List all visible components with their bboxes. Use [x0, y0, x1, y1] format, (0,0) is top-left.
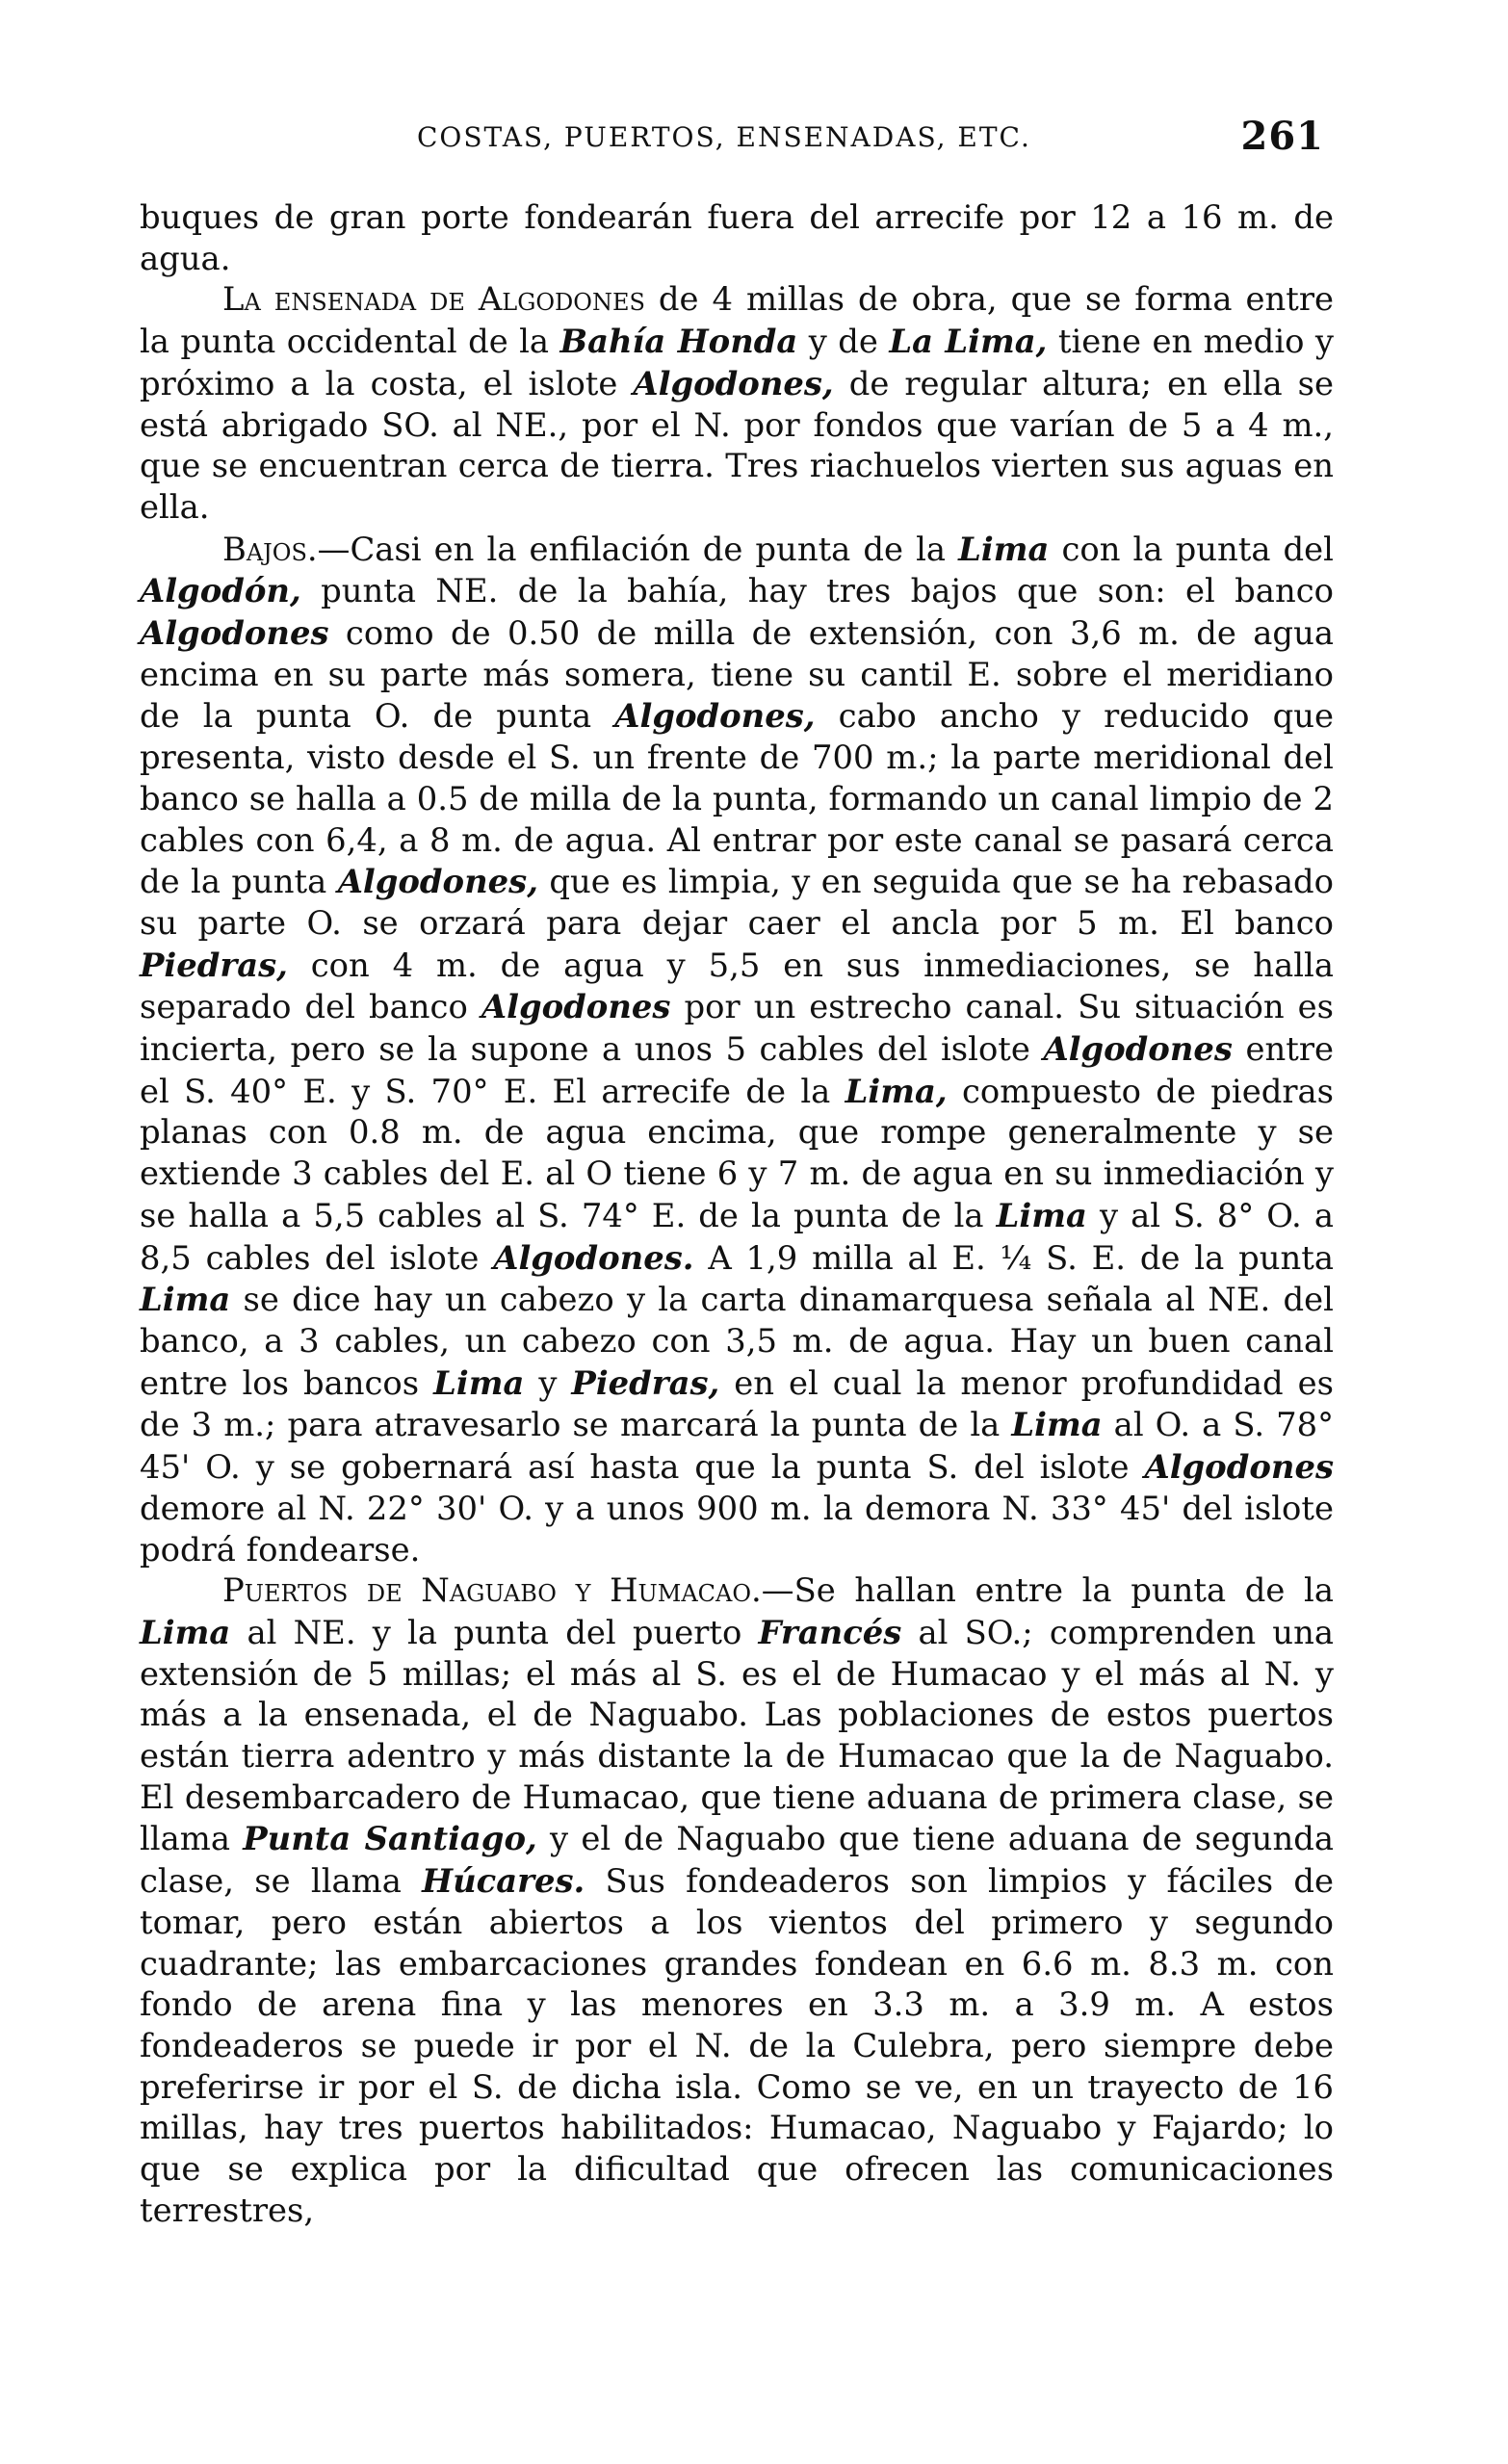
place-name: Piedras, — [571, 1362, 720, 1402]
text-run: al SO.; comprenden una extensión de 5 millas; el más al S. es el de Humacao y el más al N. y más a la ensenada, el de Naguabo. Las poblaciones de estos puertos están tierra adentro y más distante la de Humacao que la de Naguabo. El desembarcadero de Humacao, que tiene aduana de primera clase, se llama — [140, 1613, 1334, 1858]
place-name: Algodones — [1144, 1447, 1334, 1487]
place-name: Lima — [140, 1280, 231, 1319]
text-run: entre el S. 40° E. y S. 70° E. El arrecife de la — [140, 1030, 1335, 1110]
place-name: Algodones, — [614, 696, 816, 736]
place-name: Algodón, — [140, 571, 301, 610]
text-run: en el cual la menor profundidad es de 3 m.; para atravesarlo se marcará la punta de la — [140, 1363, 1334, 1444]
text-run: —Casi en la enfilación de punta de la — [317, 530, 959, 568]
place-name: Bahía Honda — [559, 322, 798, 361]
text-run: tiene en medio y próximo a la costa, el islote — [140, 323, 1334, 402]
place-name: Lima — [996, 1195, 1087, 1234]
place-name: Algodones — [1043, 1029, 1233, 1069]
paragraph-ensenada-algodones — [140, 279, 1334, 528]
place-name: Lima — [433, 1362, 525, 1402]
text-run: y al S. 8° O. a 8,5 cables del islote — [140, 1196, 1334, 1277]
section-heading: Puertos de Naguabo y Humacao. — [222, 1571, 762, 1610]
body-text — [140, 197, 1334, 2231]
text-run: cabo ancho y reducido que presenta, visto desde el S. un frente de 700 m.; la parte meridional del banco se halla a 0.5 de milla de la punta, formando un canal limpio de 2 cables con 6,4, a 8 m. de agua. Al entrar por este canal se pasará cerca de la punta — [140, 697, 1334, 901]
text-run: con la punta del — [1049, 530, 1334, 568]
place-name: Algodones. — [493, 1237, 694, 1277]
text-run: compuesto de piedras planas con 0.8 m. de agua encima, que rompe generalmente y se extiende 3 cables del E. al O tiene 6 y 7 m. de agua en su inmediación y se halla a 5,5 cables al S. 74° E. de la punta de la — [140, 1072, 1334, 1234]
paragraph-puertos-naguabo-humacao — [140, 1570, 1334, 2231]
text-run: con 4 m. de agua y 5,5 en sus inmediaciones, se halla separado del banco — [140, 946, 1334, 1026]
place-name: Algodones, — [337, 862, 538, 901]
text-run: al O. a S. 78° 45' O. y se gobernará así hasta que la punta S. del islote — [140, 1406, 1335, 1487]
text-run: y de — [797, 323, 890, 361]
text-run: que es limpia, y en seguida que se ha rebasado su parte O. se orzará para dejar caer el ancla por 5 m. El banco — [140, 863, 1334, 942]
text-run: como de 0.50 de milla de extensión, con 3,6 m. de agua encima en su parte más somera, tiene su cantil E. sobre el meridiano de la punta O. de punta — [140, 614, 1334, 736]
text-run: y el de Naguabo que tiene aduana de segunda clase, se llama — [140, 1820, 1334, 1901]
section-heading: La ensenada de Algodones — [222, 280, 645, 319]
text-run: de regular altura; en ella se está abrigado SO. al NE., por el N. por fondos que varían de 5 a 4 m., que se encuentran cerca de tierra. Tres riachuelos vierten sus aguas en ella. — [140, 364, 1334, 526]
paragraph-bajos — [140, 529, 1334, 1571]
place-name: Francés — [758, 1612, 902, 1651]
place-name: Algodones — [481, 987, 671, 1026]
place-name: Lima — [958, 529, 1050, 568]
text-run: —Se hallan entre la punta de la — [761, 1571, 1334, 1610]
text-run: al NE. y la punta del puerto — [230, 1613, 759, 1651]
place-name: Punta Santiago, — [243, 1819, 537, 1858]
text-run: de 4 millas de obra, que se forma entre la punta occidental de la — [140, 280, 1334, 361]
running-head — [140, 114, 1324, 168]
place-name: Lima, — [845, 1071, 948, 1110]
place-name: Húcares. — [422, 1861, 585, 1901]
text-run: por un estrecho canal. Su situación es incierta, pero se la supone a unos 5 cables del islote — [140, 988, 1335, 1069]
place-name: La Lima, — [889, 322, 1048, 361]
place-name: Piedras, — [140, 945, 288, 984]
running-title: COSTAS, PUERTOS, ENSENADAS, ETC. — [417, 121, 1031, 153]
page-number: 261 — [1240, 114, 1324, 159]
text-run: A 1,9 milla al E. ¼ S. E. de la punta — [693, 1238, 1334, 1277]
place-name: Lima — [140, 1612, 231, 1651]
paragraph-continuation — [140, 197, 1334, 279]
section-heading: Bajos. — [222, 530, 318, 568]
text-run: y — [524, 1363, 572, 1402]
place-name: Algodones — [140, 613, 329, 653]
text-run: demore al N. 22° 30' O. y a unos 900 m. la demora N. 33° 45' del islote podrá fondearse. — [140, 1489, 1334, 1569]
text-run: buques de gran porte fondearán fuera del arrecife por 12 a 16 m. de agua. — [140, 198, 1334, 277]
place-name: Lima — [1011, 1405, 1103, 1444]
text-run: punta NE. de la bahía, hay tres bajos que son: el banco — [300, 572, 1334, 610]
text-run: se dice hay un cabezo y la carta dinamarquesa señala al NE. del banco, a 3 cables, un cabezo con 3,5 m. de agua. Hay un buen canal entre los bancos — [140, 1281, 1334, 1402]
place-name: Algodones, — [633, 363, 834, 402]
text-run: Sus fondeaderos son limpios y fáciles de tomar, pero están abiertos a los vientos del primero y segundo cuadrante; las embarcaciones grandes fondean en 6.6 m. 8.3 m. con fondo de arena fina y las menores en 3.3 m. a 3.9 m. A estos fondeaderos se puede ir por el N. de la Culebra, pero siempre debe preferirse ir por el S. de dicha isla. Como se ve, en un trayecto de 16 millas, hay tres puertos habilitados: Humacao, Naguabo y Fajardo; lo que se explica por la dificultad que ofrecen las comunicaciones terrestres, — [140, 1862, 1334, 2229]
